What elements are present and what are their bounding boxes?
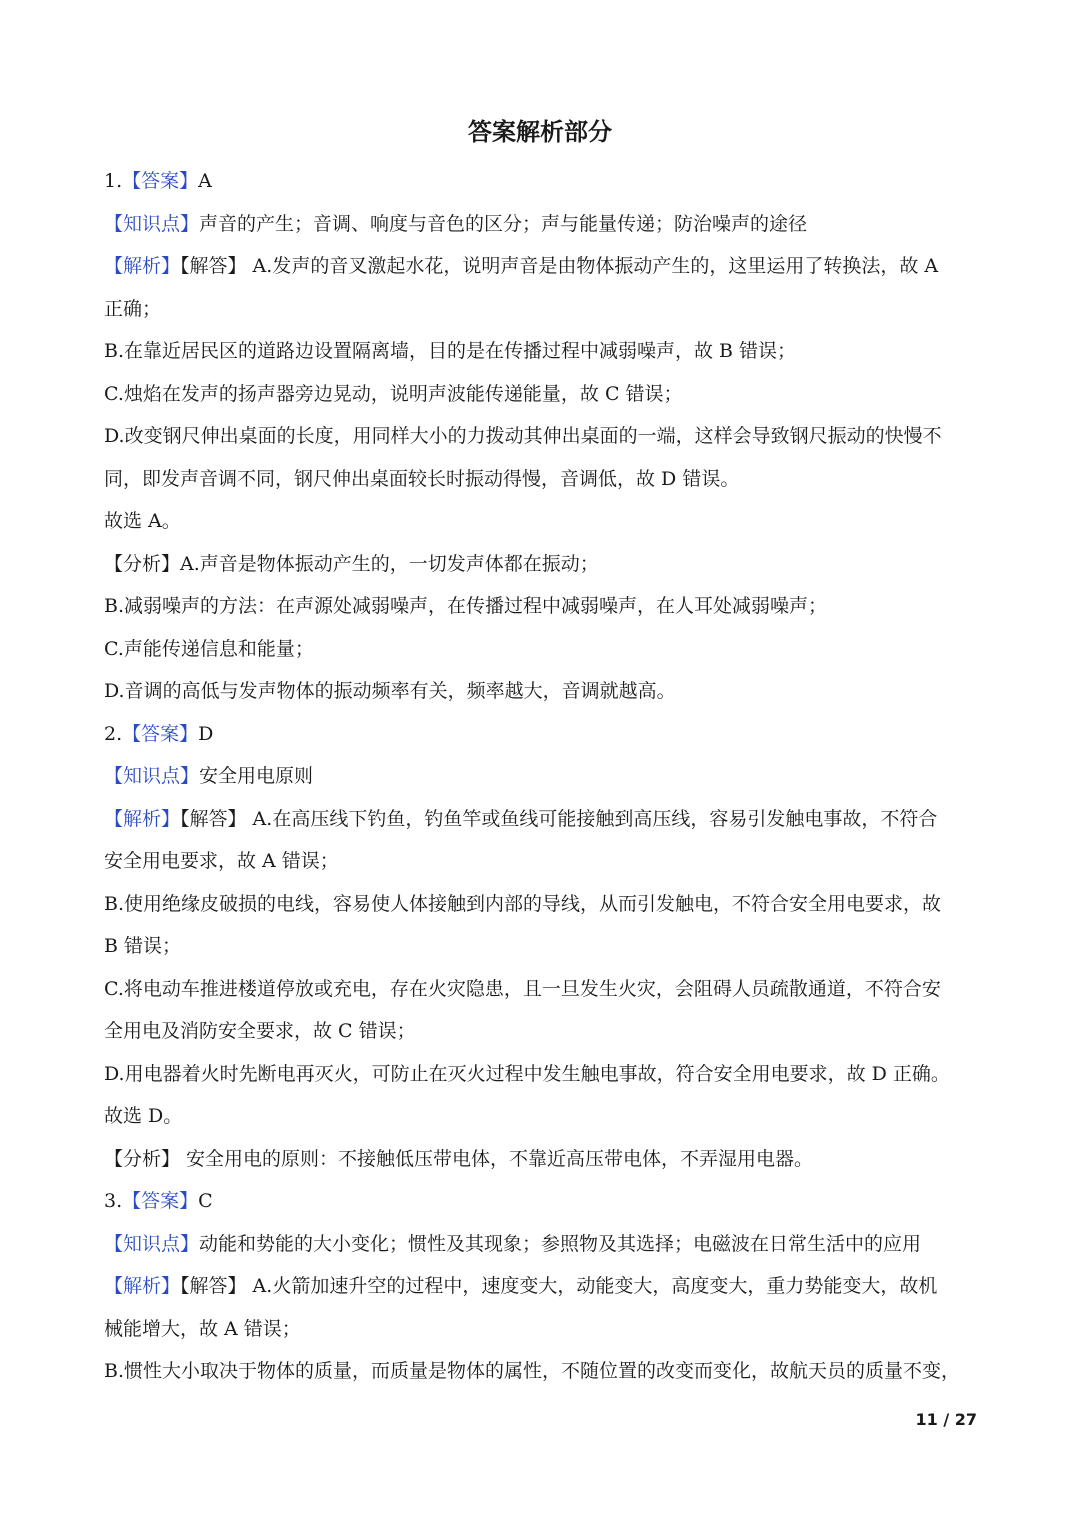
section-tag: 【解析】 [104, 1275, 181, 1297]
text-line [104, 1223, 980, 1266]
line-text: 故选 D。 [104, 1105, 183, 1127]
line-text: 全用电及消防安全要求，故 C 错误； [104, 1020, 416, 1042]
section-tag: 【答案】 [122, 170, 199, 192]
section-tag: 【知识点】 [104, 1232, 200, 1255]
line-text: C [198, 1190, 213, 1212]
line-text: B.使用绝缘皮破损的电线，容易使人体接触到内部的导线，从而引发触电，不符合安全用电要求，故 [104, 892, 942, 915]
section-tag: 【知识点】 [104, 212, 200, 235]
question-number: 1. [104, 170, 123, 192]
text-line [104, 798, 980, 841]
text-line [104, 1010, 980, 1053]
question-number: 2. [104, 722, 123, 745]
line-text: C.声能传递信息和能量； [104, 637, 314, 660]
section-tag: 【解析】 [104, 255, 181, 277]
line-text: 故选 A。 [104, 510, 181, 532]
line-text: 安全用电原则 [199, 765, 314, 787]
text-line [104, 585, 980, 628]
line-text: 声音的产生；音调、响度与音色的区分；声与能量传递；防治噪声的途径 [199, 212, 808, 235]
text-line [104, 1180, 980, 1223]
line-text: B.惯性大小取决于物体的质量，而质量是物体的属性，不随位置的改变而变化，故航天员的质量不变， [104, 1360, 961, 1382]
text-line [104, 415, 980, 458]
text-line [104, 840, 980, 883]
line-text: 正确； [104, 297, 162, 320]
text-line [104, 628, 980, 671]
text-line [104, 670, 980, 713]
line-text: C.将电动车推进楼道停放或充电，存在火灾隐患，且一旦发生火灾，会阻碍人员疏散通道，不符合安 [104, 977, 941, 1000]
line-text: 【解答】 A.火箭加速升空的过程中，速度变大，动能变大，高度变大，重力势能变大，故机 [180, 1275, 938, 1297]
line-text: B.在靠近居民区的道路边设置隔离墙，目的是在传播过程中减弱噪声，故 B 错误； [104, 340, 797, 362]
text-line [104, 500, 980, 543]
line-text: 【解答】 A.发声的音叉激起水花，说明声音是由物体振动产生的，这里运用了转换法，故 A [180, 255, 939, 277]
text-line [104, 1053, 980, 1096]
line-text: 动能和势能的大小变化；惯性及其现象；参照物及其选择；电磁波在日常生活中的应用 [199, 1232, 922, 1255]
section-tag: 【答案】 [122, 722, 199, 745]
text-line [104, 755, 980, 798]
text-line [104, 1350, 980, 1393]
question-number: 3. [104, 1190, 123, 1212]
text-line [104, 203, 980, 246]
text-line [104, 160, 980, 203]
text-line [104, 288, 980, 331]
line-text: A [198, 170, 212, 192]
line-text: D.改变钢尺伸出桌面的长度，用同样大小的力拨动其伸出桌面的一端，这样会导致钢尺振动的快慢不 [104, 425, 942, 447]
line-text: 械能增大，故 A 错误； [104, 1317, 301, 1340]
text-line [104, 458, 980, 501]
line-text: B 错误； [104, 935, 182, 957]
line-text: D.音调的高低与发声物体的振动频率有关，频率越大，音调就越高。 [104, 680, 676, 702]
section-tag: 【解析】 [104, 807, 181, 830]
text-line [104, 543, 980, 586]
page-title: 答案解析部分 [468, 118, 612, 146]
line-text: 【分析】 安全用电的原则：不接触低压带电体，不靠近高压带电体，不弄湿用电器。 [104, 1147, 814, 1170]
text-line [104, 968, 980, 1011]
line-text: D.用电器着火时先断电再灭火，可防止在灭火过程中发生触电事故，符合安全用电要求，故 D 正确。 [104, 1062, 950, 1085]
text-line [104, 1308, 980, 1351]
line-text: 同，即发声音调不同，钢尺伸出桌面较长时振动得慢，音调低，故 D 错误。 [104, 467, 740, 490]
text-line [104, 883, 980, 926]
text-line [104, 1265, 980, 1308]
text-line [104, 245, 980, 288]
line-text: 【解答】 A.在高压线下钓鱼，钓鱼竿或鱼线可能接触到高压线，容易引发触电事故，不符合 [180, 807, 938, 830]
section-tag: 【答案】 [122, 1190, 199, 1212]
text-line [104, 373, 980, 416]
text-line [104, 1095, 980, 1138]
line-text: B.减弱噪声的方法：在声源处减弱噪声，在传播过程中减弱噪声，在人耳处减弱噪声； [104, 595, 828, 617]
line-text: 安全用电要求，故 A 错误； [104, 850, 339, 872]
answer-content [104, 160, 980, 1393]
text-line [104, 330, 980, 373]
page-number: 11 / 27 [915, 1410, 977, 1429]
line-text: C.烛焰在发声的扬声器旁边晃动，说明声波能传递能量，故 C 错误； [104, 382, 683, 405]
text-line [104, 925, 980, 968]
text-line [104, 1138, 980, 1181]
text-line [104, 713, 980, 756]
section-tag: 【知识点】 [104, 765, 200, 787]
line-text: 【分析】A.声音是物体振动产生的，一切发声体都在振动； [104, 552, 599, 575]
line-text: D [198, 722, 214, 745]
